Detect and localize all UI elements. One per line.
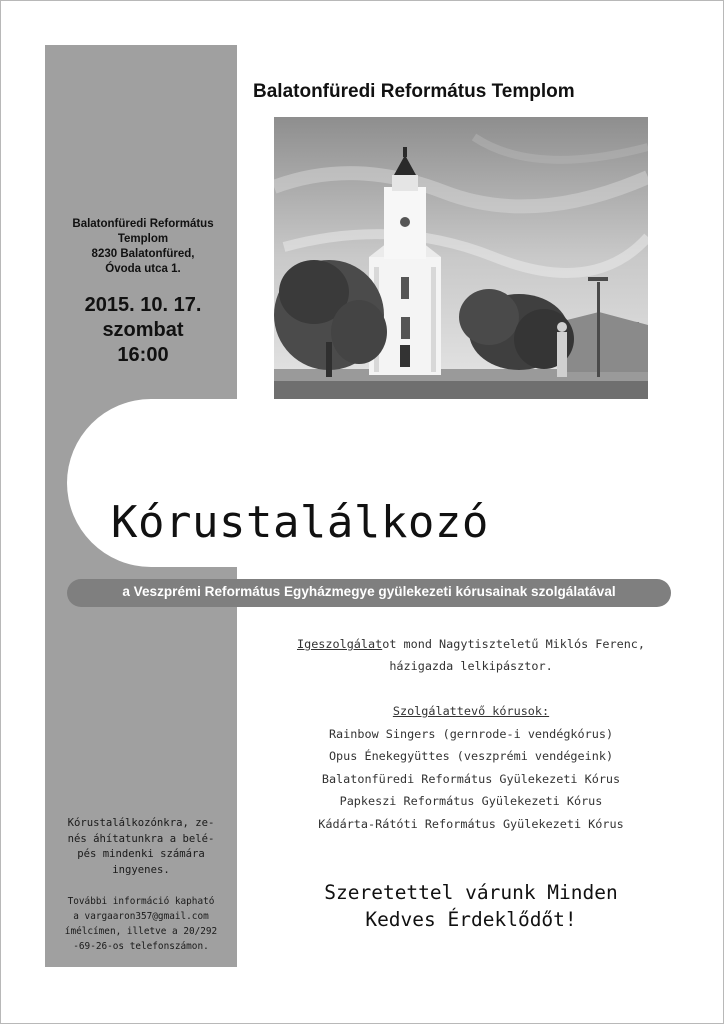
subtitle-banner — [67, 579, 671, 607]
venue-address — [55, 217, 231, 277]
closing-line: Kedves Érdeklődőt! — [365, 908, 577, 931]
event-time: 16:00 — [117, 344, 169, 366]
address-line: 8230 Balatonfüred, — [91, 248, 195, 260]
choir-item: Kádárta-Rátóti Református Gyülekezeti Kórus — [318, 816, 624, 831]
closing-line: Szeretettel várunk Minden — [324, 881, 618, 904]
address-line: Templom — [117, 233, 169, 245]
event-date: 2015. 10. 17. — [84, 294, 202, 316]
church-name-heading: Balatonfüredi Református Templom — [253, 81, 575, 102]
entry-line: Kórustalálkozónkra, ze- — [67, 817, 215, 829]
info-line: -69-26-os telefonszámon. — [73, 941, 209, 952]
address-line: Óvoda utca 1. — [105, 263, 181, 275]
choir-item: Papkeszi Református Gyülekezeti Kórus — [339, 794, 603, 808]
sermon-line — [251, 633, 691, 655]
info-line: További információ kapható — [67, 896, 215, 907]
choir-item: Rainbow Singers (gernrode-i vendégkórus) — [328, 726, 614, 741]
event-weekday: szombat — [102, 319, 184, 341]
sermon-line-2: házigazda lelkipásztor. — [389, 659, 553, 673]
address-line: Balatonfüredi Református — [72, 218, 214, 230]
event-datetime — [51, 293, 235, 368]
info-line: a vargaaron357@gmail.com — [73, 911, 209, 922]
choir-item: Balatonfüredi Református Gyülekezeti Kórus — [321, 771, 621, 786]
free-entry-note — [49, 816, 233, 878]
event-subtitle: a Veszprémi Református Egyházmegye gyülekezeti kórusainak szolgálatával — [122, 584, 616, 599]
sermon-rest: ot mond Nagytiszteletű Miklós Ferenc, — [382, 637, 646, 651]
contact-info — [49, 894, 233, 954]
entry-line: ingyenes. — [112, 863, 170, 876]
sermon-label: Igeszolgálat — [296, 637, 383, 651]
church-photo — [274, 117, 648, 399]
info-line: ímélcímen, illetve a 20/292 — [64, 926, 218, 937]
choir-item: Opus Énekegyüttes (veszprémi vendégeink) — [328, 749, 614, 763]
event-title: Kórustalálkozó — [111, 497, 489, 548]
choir-list-heading: Szolgálattevő kórusok: — [392, 704, 550, 718]
closing-message — [251, 879, 691, 933]
entry-line: pés mindenki számára — [77, 848, 205, 860]
choir-list — [251, 700, 691, 835]
entry-line: nés áhítatunkra a belé- — [67, 832, 215, 845]
sermon-info — [251, 633, 691, 677]
